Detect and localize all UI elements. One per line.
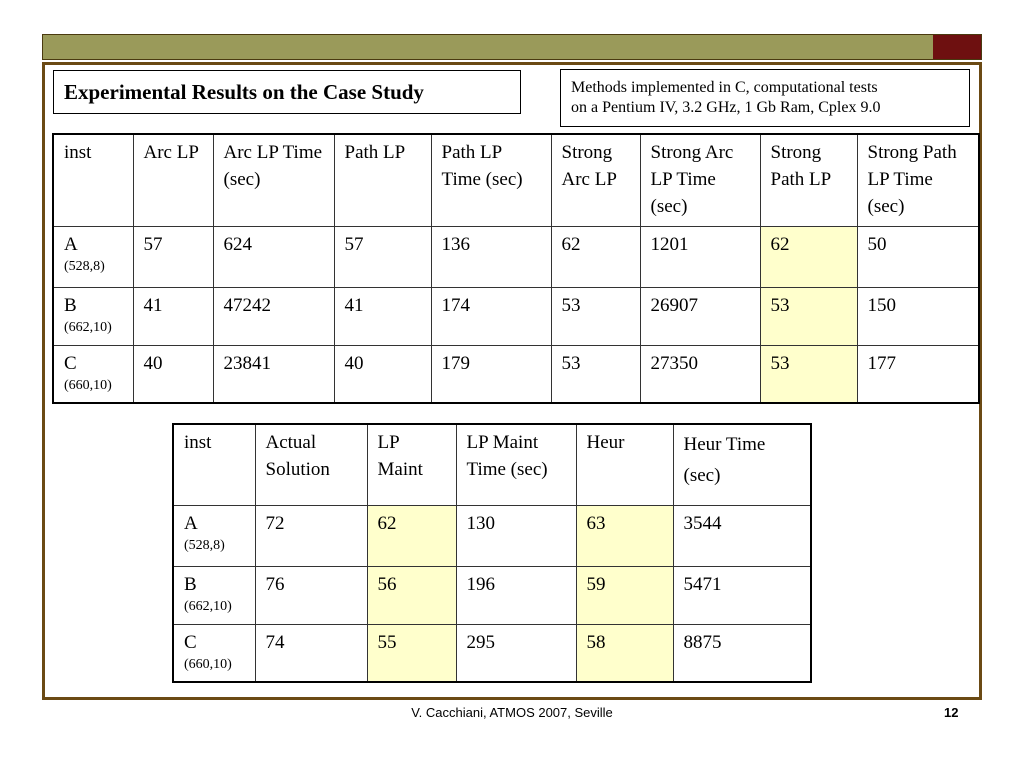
col-header-inst: inst — [53, 134, 133, 226]
inst-cell — [53, 287, 133, 345]
table-header-row — [173, 424, 811, 505]
table-cell: 136 — [431, 226, 551, 287]
col-header-arc-lp: Arc LP — [133, 134, 213, 226]
inst-name: B — [64, 294, 77, 316]
inst-name: C — [64, 352, 77, 374]
table-cell: 130 — [456, 505, 576, 566]
slide-footer: V. Cacchiani, ATMOS 2007, Seville — [411, 705, 613, 720]
inst-size: (660,10) — [64, 377, 112, 393]
inst-size: (662,10) — [184, 598, 232, 614]
heuristic-results-table — [172, 423, 812, 683]
table-cell: 74 — [255, 624, 367, 682]
table-cell: 26907 — [640, 287, 760, 345]
table-row — [53, 226, 979, 287]
inst-size: (660,10) — [184, 656, 232, 672]
inst-name: A — [184, 512, 198, 534]
col-header-lp-maint: LP Maint — [367, 424, 456, 505]
inst-cell — [173, 505, 255, 566]
highlighted-cell: 58 — [576, 624, 673, 682]
inst-name: B — [184, 573, 197, 595]
highlighted-cell: 62 — [367, 505, 456, 566]
col-header-heur-time: Heur Time (sec) — [673, 424, 811, 505]
table-cell: 5471 — [673, 566, 811, 624]
inst-size: (528,8) — [64, 258, 105, 274]
top-bar-accent — [933, 35, 981, 59]
col-header-strong-path-lp: Strong Path LP — [760, 134, 857, 226]
table-cell: 50 — [857, 226, 979, 287]
inst-cell — [53, 226, 133, 287]
col-header-strong-path-lp-time: Strong Path LP Time (sec) — [857, 134, 979, 226]
table-cell: 72 — [255, 505, 367, 566]
slide-top-bar — [42, 34, 982, 60]
table-cell: 57 — [334, 226, 431, 287]
methods-note-line-2: on a Pentium IV, 3.2 GHz, 1 Gb Ram, Cplex 9.0 — [571, 99, 881, 116]
table-cell: 40 — [334, 345, 431, 403]
table-cell: 8875 — [673, 624, 811, 682]
highlighted-cell: 56 — [367, 566, 456, 624]
table-row — [173, 624, 811, 682]
table-cell: 150 — [857, 287, 979, 345]
col-header-heur: Heur — [576, 424, 673, 505]
page-number: 12 — [944, 705, 959, 720]
col-header-inst: inst — [173, 424, 255, 505]
table-cell: 41 — [334, 287, 431, 345]
highlighted-cell: 63 — [576, 505, 673, 566]
table-row — [173, 566, 811, 624]
table-header-row — [53, 134, 979, 226]
inst-name: A — [64, 233, 78, 255]
table-cell: 57 — [133, 226, 213, 287]
table-cell: 196 — [456, 566, 576, 624]
col-header-path-lp-time: Path LP Time (sec) — [431, 134, 551, 226]
table-row — [53, 345, 979, 403]
table-cell: 47242 — [213, 287, 334, 345]
highlighted-cell: 53 — [760, 287, 857, 345]
col-header-strong-arc-lp: Strong Arc LP — [551, 134, 640, 226]
highlighted-cell: 62 — [760, 226, 857, 287]
highlighted-cell: 53 — [760, 345, 857, 403]
table-cell: 40 — [133, 345, 213, 403]
inst-size: (528,8) — [184, 537, 225, 553]
methods-note — [560, 69, 970, 127]
methods-note-line-1: Methods implemented in C, computational tests — [571, 79, 878, 96]
highlighted-cell: 59 — [576, 566, 673, 624]
table-cell: 27350 — [640, 345, 760, 403]
table-cell: 177 — [857, 345, 979, 403]
table-row — [53, 287, 979, 345]
table-cell: 1201 — [640, 226, 760, 287]
inst-size: (662,10) — [64, 319, 112, 335]
table-cell: 23841 — [213, 345, 334, 403]
col-header-strong-arc-lp-time: Strong Arc LP Time (sec) — [640, 134, 760, 226]
table-cell: 76 — [255, 566, 367, 624]
inst-name: C — [184, 631, 197, 653]
col-header-lp-maint-time: LP Maint Time (sec) — [456, 424, 576, 505]
highlighted-cell: 55 — [367, 624, 456, 682]
table-cell: 3544 — [673, 505, 811, 566]
inst-cell — [173, 624, 255, 682]
lp-results-table — [52, 133, 980, 404]
top-bar-band — [43, 35, 933, 59]
table-cell: 179 — [431, 345, 551, 403]
table-cell: 41 — [133, 287, 213, 345]
col-header-path-lp: Path LP — [334, 134, 431, 226]
col-header-arc-lp-time: Arc LP Time (sec) — [213, 134, 334, 226]
table-cell: 624 — [213, 226, 334, 287]
table-row — [173, 505, 811, 566]
table-cell: 53 — [551, 345, 640, 403]
inst-cell — [53, 345, 133, 403]
inst-cell — [173, 566, 255, 624]
table-cell: 62 — [551, 226, 640, 287]
table-cell: 53 — [551, 287, 640, 345]
slide-title: Experimental Results on the Case Study — [53, 70, 521, 114]
table-cell: 295 — [456, 624, 576, 682]
table-cell: 174 — [431, 287, 551, 345]
col-header-actual-solution: Actual Solution — [255, 424, 367, 505]
